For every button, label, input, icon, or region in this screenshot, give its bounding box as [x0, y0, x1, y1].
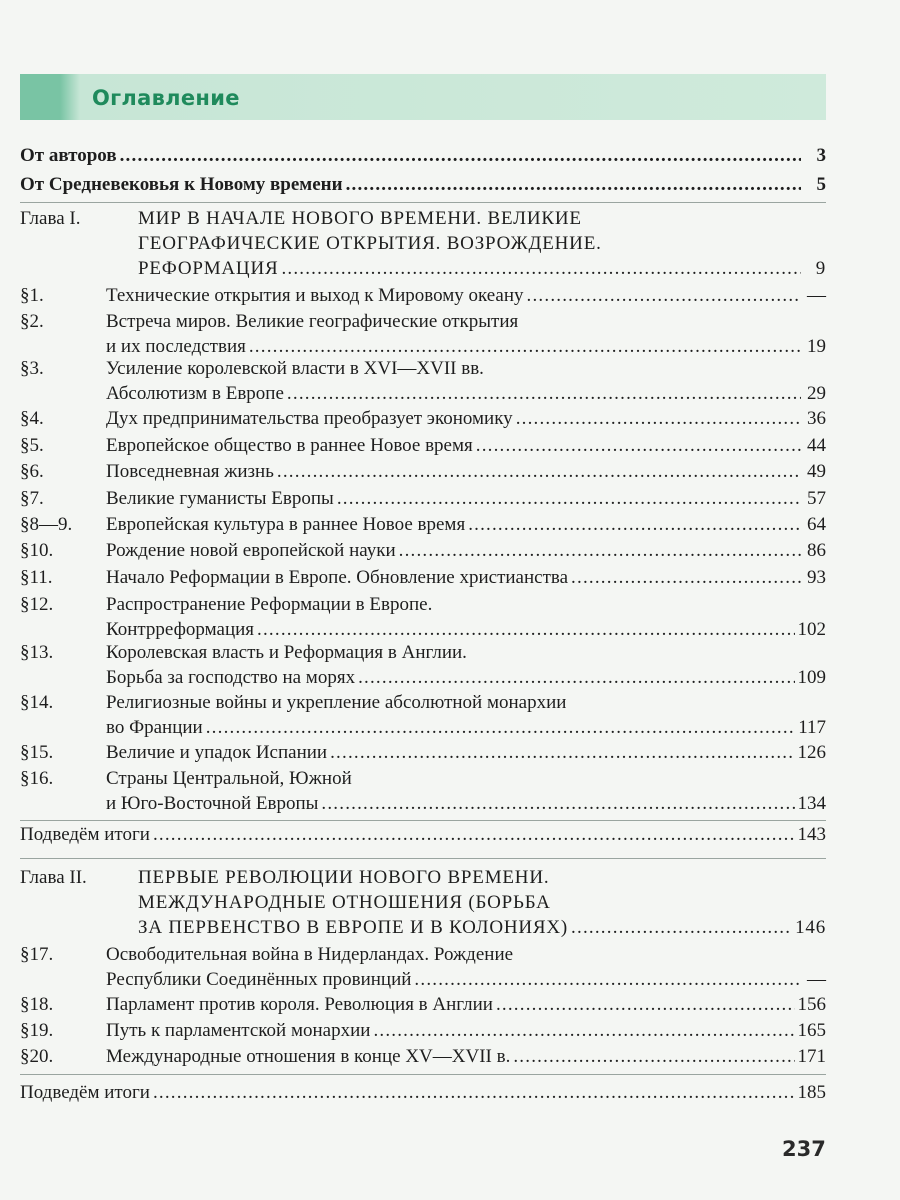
toc-entry-s13[interactable]	[20, 640, 826, 690]
section-label: §3.	[20, 358, 44, 379]
section-label: §18.	[20, 994, 54, 1015]
leader-dots	[476, 433, 801, 458]
leader-dots	[516, 406, 801, 431]
toc-entry-s12[interactable]	[20, 592, 826, 642]
leader-dots	[358, 665, 794, 690]
section-title: Европейское общество в раннее Новое время	[106, 435, 473, 456]
page-number: 237	[782, 1137, 826, 1161]
chapter-title-line: МИР В НАЧАЛЕ НОВОГО ВРЕМЕНИ. ВЕЛИКИЕ	[138, 208, 582, 229]
section-label: §19.	[20, 1020, 54, 1041]
leader-dots	[399, 538, 801, 563]
section-label: §1.	[20, 285, 44, 306]
leader-dots	[321, 791, 794, 816]
section-title: Путь к парламентской монархии	[106, 1020, 371, 1041]
leader-dots	[330, 740, 794, 765]
toc-entry-chapter-2[interactable]	[20, 865, 826, 940]
leader-dots	[527, 283, 801, 308]
leader-dots	[513, 1044, 794, 1069]
toc-page-number: 126	[797, 742, 826, 763]
toc-page-number: 19	[807, 336, 826, 357]
leader-dots	[281, 256, 801, 281]
section-title: и их последствия	[106, 336, 246, 357]
toc-page-number: 93	[807, 567, 826, 588]
toc-page-number: 185	[797, 1082, 826, 1103]
section-title: Европейская культура в раннее Новое время	[106, 514, 466, 535]
toc-page-number: 3	[816, 145, 826, 166]
section-title: Королевская власть и Реформация в Англии.	[106, 642, 467, 663]
section-title: Дух предпринимательства преобразует экономику	[106, 408, 513, 429]
toc-page-number: 171	[797, 1046, 826, 1067]
toc-page-number: 9	[815, 258, 826, 279]
toc-entry-authors[interactable]	[20, 143, 826, 168]
section-title: Распространение Реформации в Европе.	[106, 594, 433, 615]
section-label: §12.	[20, 594, 54, 615]
section-title: Начало Реформации в Европе. Обновление христианства	[106, 567, 569, 588]
toc-page-number: 134	[797, 793, 826, 814]
section-title: Страны Центральной, Южной	[106, 768, 352, 789]
section-label: §15.	[20, 742, 54, 763]
section-title: Рождение новой европейской науки	[106, 540, 396, 561]
section-label: §2.	[20, 311, 44, 332]
chapter-label: Глава II.	[20, 867, 87, 888]
section-label: §10.	[20, 540, 54, 561]
chapter-title-line: ПЕРВЫЕ РЕВОЛЮЦИИ НОВОГО ВРЕМЕНИ.	[138, 867, 550, 888]
section-label: §16.	[20, 768, 54, 789]
section-title: Контрреформация	[106, 619, 255, 640]
toc-entry-s17[interactable]	[20, 942, 826, 992]
toc-entry-s3[interactable]	[20, 356, 826, 406]
leader-dots	[153, 822, 795, 847]
divider	[20, 820, 826, 821]
toc-entry-medieval[interactable]	[20, 172, 826, 197]
leader-dots	[206, 715, 795, 740]
section-title: Освободительная война в Нидерландах. Рождение	[106, 944, 514, 965]
chapter-label: Глава I.	[20, 208, 81, 229]
toc-page-number: 44	[807, 435, 826, 456]
section-title: Религиозные войны и укрепление абсолютной монархии	[106, 692, 567, 713]
section-title: Повседневная жизнь	[106, 461, 274, 482]
toc-page-number: —	[807, 969, 826, 990]
toc-page-number: 156	[797, 994, 826, 1015]
toc-entry-s14[interactable]	[20, 690, 826, 740]
leader-dots	[257, 617, 794, 642]
toc-page-number: 36	[807, 408, 826, 429]
section-title: Величие и упадок Испании	[106, 742, 328, 763]
toc-page-number: 29	[807, 383, 826, 404]
toc-entry-summary-1[interactable]	[20, 822, 826, 847]
section-title: Международные отношения в конце XV—XVII в.	[106, 1046, 511, 1067]
leader-dots	[153, 1080, 795, 1105]
leader-dots	[373, 1018, 794, 1043]
section-title: Усиление королевской власти в XVI—XVII вв.	[106, 358, 484, 379]
section-title: Борьба за господство на морях	[106, 667, 356, 688]
section-title: Республики Соединённых провинций	[106, 969, 412, 990]
chapter-title-line: РЕФОРМАЦИЯ	[138, 258, 279, 279]
toc-page-number: 5	[816, 174, 826, 195]
section-label: §4.	[20, 408, 44, 429]
toc-entry-title: Подведём итоги	[20, 1082, 150, 1103]
section-label: §7.	[20, 488, 44, 509]
section-label: §20.	[20, 1046, 54, 1067]
toc-page-number: 57	[807, 488, 826, 509]
toc-page-number: 146	[795, 917, 826, 938]
chapter-title-line: ЗА ПЕРВЕНСТВО В ЕВРОПЕ И В КОЛОНИЯХ)	[138, 917, 569, 938]
section-title: Парламент против короля. Революция в Англии	[106, 994, 493, 1015]
toc-entry-s16[interactable]	[20, 766, 826, 816]
toc-entry-title: Подведём итоги	[20, 824, 150, 845]
section-title: Встреча миров. Великие географические открытия	[106, 311, 519, 332]
leader-dots	[337, 486, 801, 511]
toc-page-number: 102	[797, 619, 826, 640]
toc-page-number: 143	[797, 824, 826, 845]
toc-entry-chapter-1[interactable]	[20, 206, 826, 281]
leader-dots	[496, 992, 795, 1017]
toc-page-number: 165	[797, 1020, 826, 1041]
section-title: во Франции	[106, 717, 203, 738]
toc-page-number: 109	[797, 667, 826, 688]
section-label: §11.	[20, 567, 53, 588]
section-label: §8—9.	[20, 514, 73, 535]
page-title: Оглавление	[92, 86, 240, 110]
leader-dots	[277, 459, 801, 484]
toc-entry-summary-2[interactable]	[20, 1080, 826, 1105]
toc-page-number: 49	[807, 461, 826, 482]
toc-entry-s2[interactable]	[20, 309, 826, 359]
toc-entry-title: От Средневековья к Новому времени	[20, 174, 343, 195]
toc-page-number: 64	[807, 514, 826, 535]
leader-dots	[468, 512, 801, 537]
section-label: §13.	[20, 642, 54, 663]
toc-page-number: 117	[798, 717, 826, 738]
toc-page-number: —	[807, 285, 826, 306]
chapter-title-line: МЕЖДУНАРОДНЫЕ ОТНОШЕНИЯ (БОРЬБА	[138, 892, 551, 913]
leader-dots	[120, 143, 801, 168]
section-label: §5.	[20, 435, 44, 456]
toc-entry-title: От авторов	[20, 145, 117, 166]
leader-dots	[346, 172, 801, 197]
section-title: и Юго-Восточной Европы	[106, 793, 319, 814]
divider	[20, 858, 826, 859]
section-title: Абсолютизм в Европе	[106, 383, 284, 404]
section-label: §6.	[20, 461, 44, 482]
leader-dots	[571, 565, 801, 590]
divider	[20, 202, 826, 203]
divider	[20, 1074, 826, 1075]
section-label: §17.	[20, 944, 54, 965]
chapter-title-line: ГЕОГРАФИЧЕСКИЕ ОТКРЫТИЯ. ВОЗРОЖДЕНИЕ.	[138, 233, 602, 254]
section-title: Технические открытия и выход к Мировому океану	[106, 285, 524, 306]
leader-dots	[287, 381, 801, 406]
section-label: §14.	[20, 692, 54, 713]
leader-dots	[414, 967, 801, 992]
section-title: Великие гуманисты Европы	[106, 488, 334, 509]
leader-dots	[571, 915, 792, 940]
toc-page-number: 86	[807, 540, 826, 561]
